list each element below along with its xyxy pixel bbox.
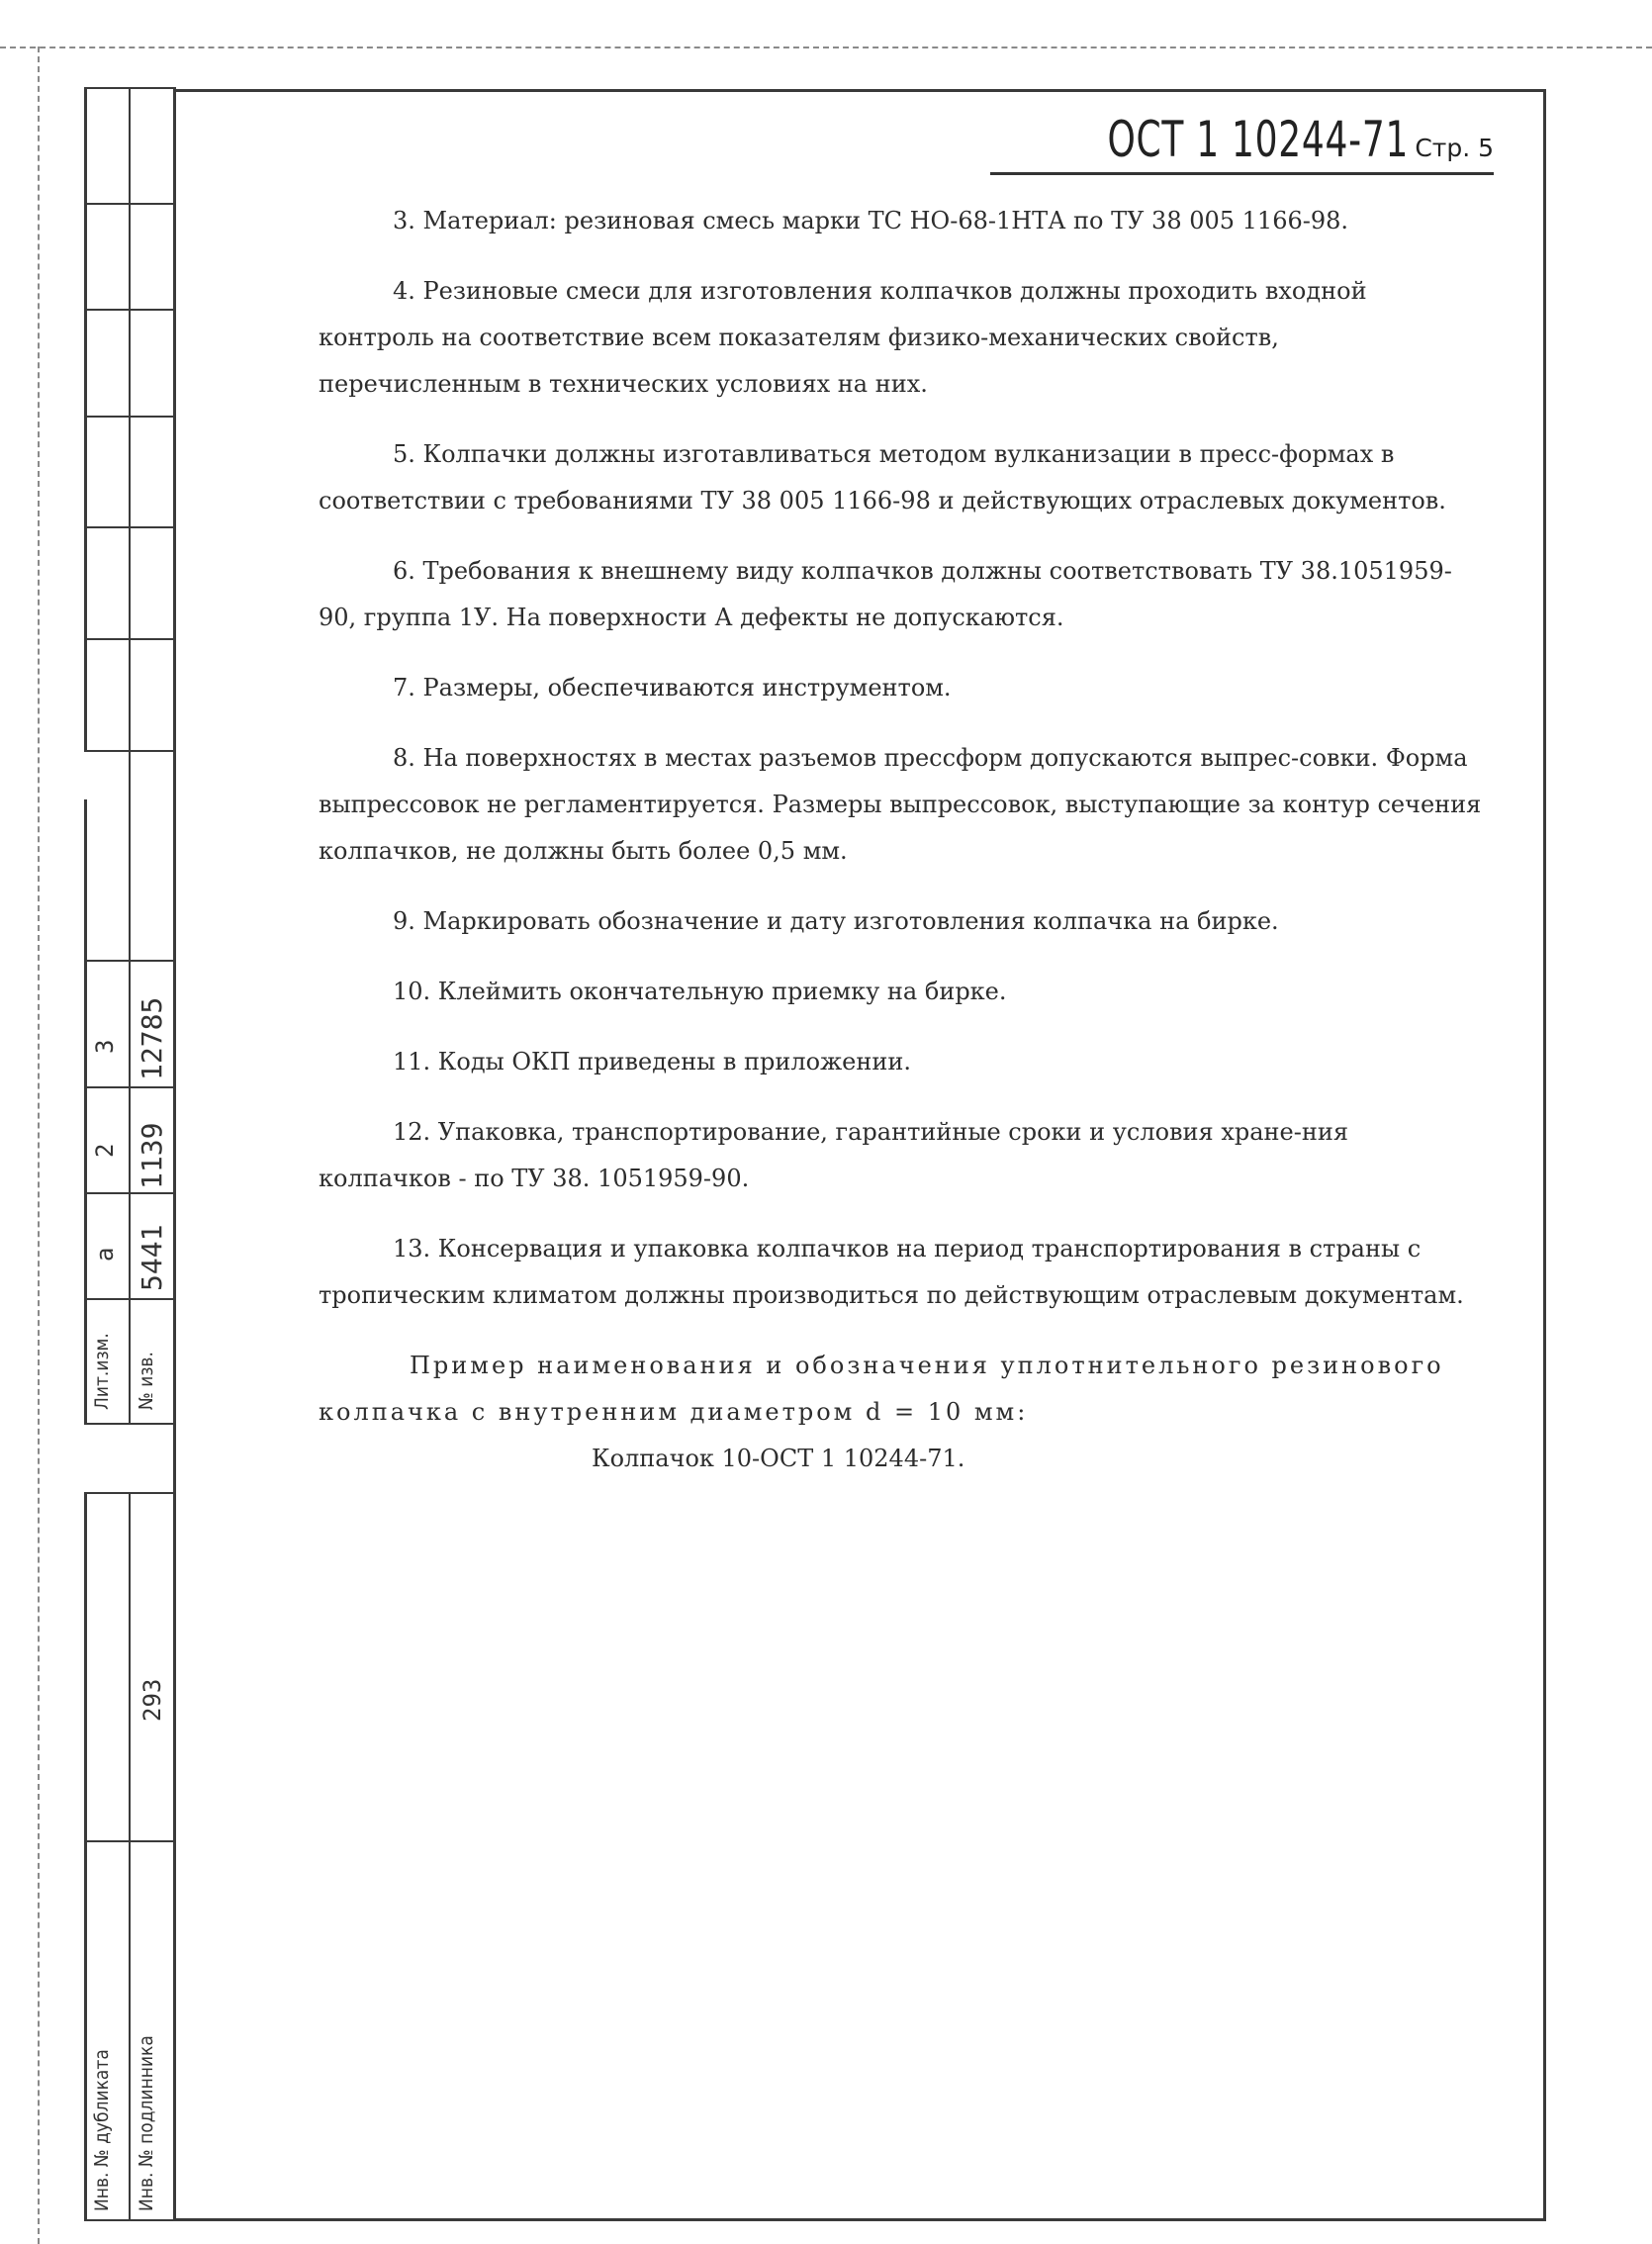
paragraph-11: 11. Коды ОКП приведены в приложении. bbox=[393, 1048, 912, 1075]
rev-number-12785: 12785 bbox=[136, 996, 168, 1080]
document-body bbox=[319, 198, 1486, 1506]
paragraph-8: 8. На поверхностях в местах разъемов прессформ допускаются выпрес-совки. Форма выпрессовок не регламентируется. Размеры выпрессовок, выступающие за контур сечения колпачков, не должны быть более 0,5 мм. bbox=[319, 744, 1482, 865]
page-number: Стр. 5 bbox=[1415, 134, 1494, 162]
example-intro: Пример наименования и обозначения уплотнительного резинового колпачка с внутренним диаметром d = 10 мм: bbox=[319, 1352, 1444, 1426]
rev-number-1139: 1139 bbox=[136, 1122, 168, 1189]
standard-code: ОСТ 1 10244-71 bbox=[1107, 111, 1410, 168]
example-designation: Колпачок 10-ОСТ 1 10244-71. bbox=[592, 1445, 965, 1472]
paragraph-6: 6. Требования к внешнему виду колпачков должны соответствовать ТУ 38.1051959-90, группа 1У. На поверхности А дефекты не допускаются. bbox=[319, 557, 1452, 631]
lit-izm-label: Лит.изм. bbox=[91, 1333, 113, 1410]
left-cut-line bbox=[38, 47, 40, 2244]
rev-label-3: 3 bbox=[91, 1039, 119, 1054]
paragraph-9: 9. Маркировать обозначение и дату изготовления колпачка на бирке. bbox=[393, 907, 1279, 935]
rev-label-a: а bbox=[91, 1247, 119, 1262]
paragraph-3: 3. Материал: резиновая смесь марки ТС НО-68-1НТА по ТУ 38 005 1166-98. bbox=[393, 207, 1349, 234]
paragraph-13: 13. Консервация и упаковка колпачков на период транспортирования в страны с тропическим климатом должны производиться по действующим отраслевым документам. bbox=[319, 1235, 1464, 1309]
inv-duplicate-label: Инв. № дубликата bbox=[91, 2049, 113, 2211]
paragraph-10: 10. Клеймить окончательную приемку на бирке. bbox=[393, 978, 1007, 1005]
inv-original-label: Инв. № подлинника bbox=[136, 2035, 157, 2211]
paragraph-7: 7. Размеры, обеспечиваются инструментом. bbox=[393, 674, 952, 701]
no-izv-label: № изв. bbox=[136, 1352, 157, 1410]
paragraph-4: 4. Резиновые смеси для изготовления колпачков должны проходить входной контроль на соответствие всем показателям физико-механических свойств, перечисленным в технических условиях на них. bbox=[319, 277, 1367, 398]
rev-number-5441: 5441 bbox=[136, 1224, 168, 1291]
top-cut-line bbox=[0, 47, 1652, 48]
paragraph-12: 12. Упаковка, транспортирование, гарантийные сроки и условия хране-ния колпачков - по ТУ 38. 1051959-90. bbox=[319, 1118, 1348, 1192]
inv-original-value: 293 bbox=[138, 1678, 166, 1722]
rev-label-2: 2 bbox=[91, 1143, 119, 1158]
paragraph-5: 5. Колпачки должны изготавливаться методом вулканизации в пресс-формах в соответствии с требованиями ТУ 38 005 1166-98 и действующих отраслевых документов. bbox=[319, 440, 1446, 514]
page-header bbox=[990, 111, 1494, 175]
